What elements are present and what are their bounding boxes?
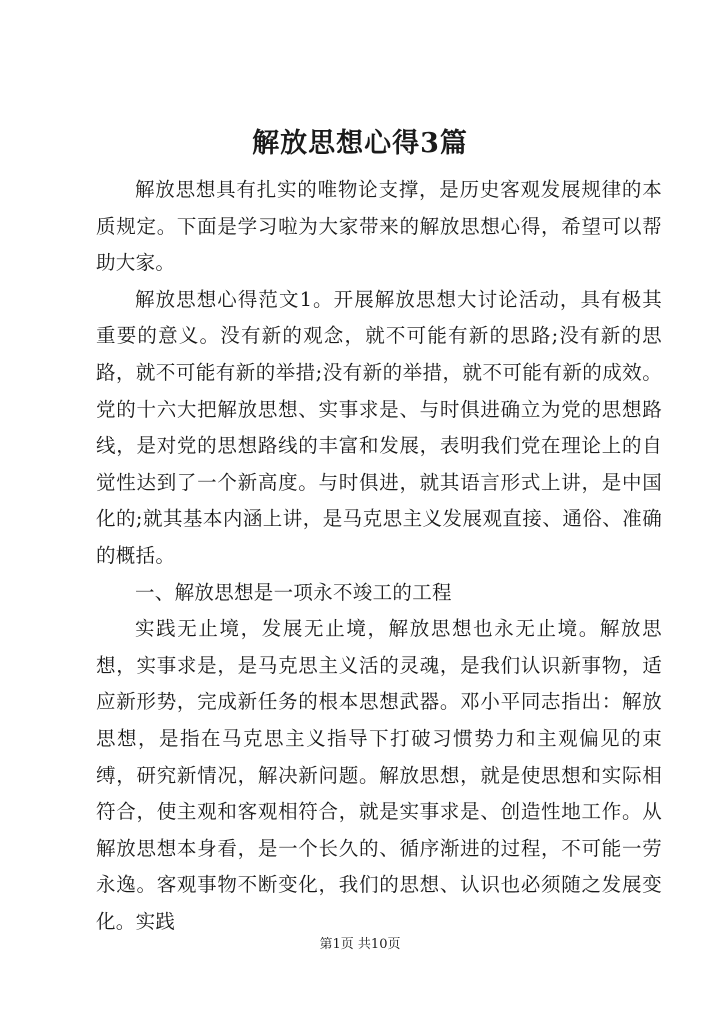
section-heading: 一、解放思想是一项永不竣工的工程 (135, 580, 452, 604)
document-title: 解放思想心得3篇 (252, 128, 468, 159)
sample-paragraph: 解放思想心得范文1。开展解放思想大讨论活动，具有极其重要的意义。没有新的观念，就不可能有新的思路;没有新的思路，就不可能有新的举措;没有新的举措，就不可能有新的成效。党的十六大把解放思想、实事求是、与时俱进确立为党的思想路线，是对党的思想路线的丰富和发展，表明我们党在理论上的自觉性达到了一个新高度。与时俱进，就其语言形式上讲，是中国化的;就其基本内涵上讲，是马克思主义发展观直接、通俗、准确的概括。 (96, 287, 662, 567)
section-paragraph: 实践无止境，发展无止境，解放思想也永无止境。解放思想，实事求是，是马克思主义活的灵魂，是我们认识新事物，适应新形势，完成新任务的根本思想武器。邓小平同志指出：解放思想，是指在马克思主义指导下打破习惯势力和主观偏见的束缚，研究新情况，解决新问题。解放思想，就是使思想和实际相符合，使主观和客观相符合，就是实事求是、创造性地工作。从解放思想本身看，是一个长久的、循序渐进的过程，不可能一劳永逸。客观事物不断变化，我们的思想、认识也必须随之发展变化。实践 (96, 617, 662, 933)
document-body (96, 172, 662, 940)
intro-paragraph: 解放思想具有扎实的唯物论支撑，是历史客观发展规律的本质规定。下面是学习啦为大家带来的解放思想心得，希望可以帮助大家。 (96, 178, 662, 275)
page-footer: 第1页 共10页 (319, 937, 401, 952)
